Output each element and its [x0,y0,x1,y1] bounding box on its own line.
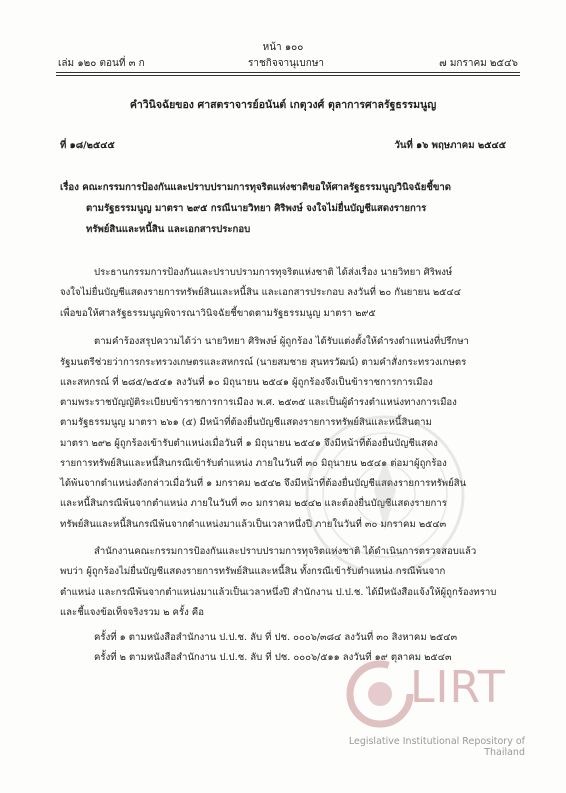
paragraph-line: รัฐมนตรีช่วยว่าการกระทรวงเกษตรและสหกรณ์ (นายสมชาย สุนทรวัฒน์) ตามคำสั่งกระทรวงเกษตร [60,357,467,368]
paragraph-line: ตามพระราชบัญญัติระเบียบข้าราชการการเมือง พ.ศ. ๒๕๓๕ และเป็นผู้ดำรงตำแหน่งทางการเมือง [60,397,457,408]
volume-info: เล่ม ๑๒๐ ตอนที่ ๓ ก [58,58,145,69]
header-rule-bottom [56,75,520,76]
subject-line: เรื่อง คณะกรรมการป้องกันและปราบปรามการทุจริตแห่งชาติขอให้ศาลรัฐธรรมนูญวินิจฉัยชี้ขาด [60,182,452,193]
lirt-watermark [310,648,560,768]
reference-item: ครั้งที่ ๒ ตามหนังสือสำนักงาน ป.ป.ช. ลับ ที่ ปช. ๐๐๐๖/๕๑๑ ลงวันที่ ๑๙ ตุลาคม ๒๕๔๓ [94,652,452,663]
decision-date: วันที่ ๑๖ พฤษภาคม ๒๕๔๕ [394,140,506,151]
seal-watermark-icon [300,410,470,580]
gazette-date: ๗ มกราคม ๒๕๔๖ [439,58,518,69]
gazette-name: ราชกิจจานุเบกษา [248,58,325,69]
paragraph-line: ประธานกรรมการป้องกันและปราบปรามการทุจริตแห่งชาติ ได้ส่งเรื่อง นายวิทยา ศิริพงษ์ [94,267,453,278]
paragraph-line: ตำแหน่ง และกรณีพ้นจากตำแหน่งมาแล้วเป็นเวลาหนึ่งปี สำนักงาน ป.ป.ช. ได้มีหนังสือแจ้งให้ผู้ถูกร้องทราบ [60,587,497,598]
paragraph-line: และหนี้สินกรณีพ้นจากตำแหน่ง ภายในวันที่ ๓๐ มกราคม ๒๕๔๒ และต้องยื่นบัญชีแสดงรายการ [60,498,447,509]
paragraph-line: และชี้แจงข้อเท็จจริงรวม ๒ ครั้ง คือ [60,607,204,618]
paragraph-line: เพื่อขอให้ศาลรัฐธรรมนูญพิจารณาวินิจฉัยชี้ขาดตามรัฐธรรมนูญ มาตรา ๒๙๕ [60,308,376,319]
paragraph-line: จงใจไม่ยื่นบัญชีแสดงรายการทรัพย์สินและหนี้สิน และเอกสารประกอบ ลงวันที่ ๒๐ กันยายน ๒๕๔๔ [60,287,461,298]
lirt-caption: Legislative Institutional Repository of Thailand [348,736,525,758]
paragraph-line: พบว่า ผู้ถูกร้องไม่ยื่นบัญชีแสดงรายการทรัพย์สินและหนี้สิน ทั้งกรณีเข้ารับตำแหน่ง กรณีพ้นจาก [60,566,446,577]
subject-line: ตามรัฐธรรมนูญ มาตรา ๒๙๕ กรณีนายวิทยา ศิริพงษ์ จงใจไม่ยื่นบัญชีแสดงรายการ [86,203,427,214]
decision-title: คำวินิจฉัยของ ศาสตราจารย์อนันต์ เกตุวงศ์ ตุลาการศาลรัฐธรรมนูญ [129,99,437,111]
subject-line: ทรัพย์สินและหนี้สิน และเอกสารประกอบ [86,224,251,235]
paragraph-line: มาตรา ๒๙๒ ผู้ถูกร้องเข้ารับตำแหน่งเมื่อวันที่ ๑ มิถุนายน ๒๕๔๑ จึงมีหน้าที่ต้องยื่นบัญชีแสดง [60,438,438,449]
paragraph-line: รายการทรัพย์สินและหนี้สินกรณีเข้ารับตำแหน่ง ภายในวันที่ ๓๐ มิถุนายน ๒๕๔๑ ต่อมาผู้ถูกร้อง [60,458,447,469]
paragraph-line: ตามรัฐธรรมนูญ มาตรา ๒๖๑ (๕) มีหน้าที่ต้องยื่นบัญชีแสดงรายการทรัพย์สินและหนี้สินตาม [60,417,432,428]
paragraph-line: และสหกรณ์ ที่ ๒๘๕/๒๕๔๑ ลงวันที่ ๑๐ มิถุนายน ๒๕๔๑ ผู้ถูกร้องจึงเป็นข้าราชการการเมือง [60,377,433,388]
paragraph-line: ตามคำร้องสรุปความได้ว่า นายวิทยา ศิริพงษ์ ผู้ถูกร้อง ได้รับแต่งตั้งให้ดำรงตำแหน่งที่ปรึกษา [94,336,469,347]
lirt-logo-text: LIRT [410,662,506,713]
paragraph-line: ทรัพย์สินและหนี้สินกรณีพ้นจากตำแหน่งมาแล้วเป็นเวลาหนึ่งปี ภายในวันที่ ๓๐ มกราคม ๒๕๔๓ [60,519,447,530]
paragraph-line: ได้พ้นจากตำแหน่งดังกล่าวเมื่อวันที่ ๑ มกราคม ๒๕๔๒ จึงมีหน้าที่ต้องยื่นบัญชีแสดงรายการทรัพย์สิน [60,478,467,489]
paragraph-line: สำนักงานคณะกรรมการป้องกันและปราบปรามการทุจริตแห่งชาติ ได้ดำเนินการตรวจสอบแล้ว [94,546,477,557]
reference-item: ครั้งที่ ๑ ตามหนังสือสำนักงาน ป.ป.ช. ลับ ที่ ปช. ๐๐๐๖/๓๘๔ ลงวันที่ ๓๐ สิงหาคม ๒๕๔๓ [94,632,458,643]
page-number: หน้า ๑๐๐ [262,42,304,53]
case-number: ที่ ๑๘/๒๕๔๕ [60,140,115,151]
header-rule-top [56,72,520,73]
